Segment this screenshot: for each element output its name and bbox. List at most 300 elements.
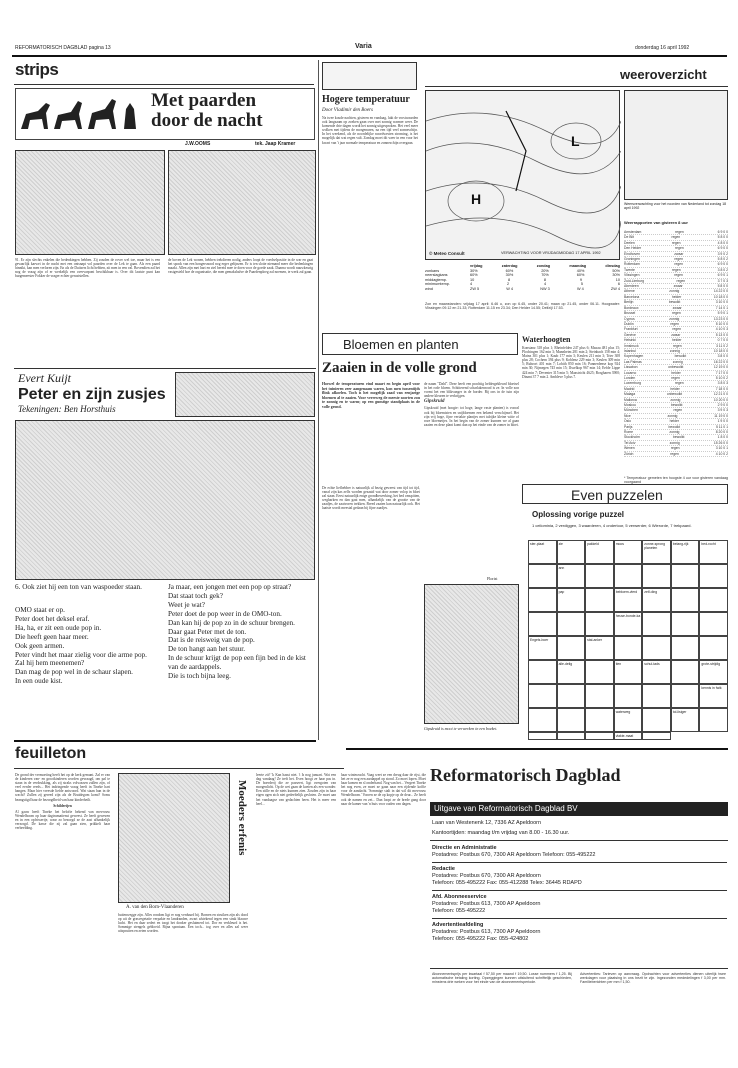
station-values: 11 19 0 0 — [714, 413, 728, 418]
forecast-day: zondag — [536, 264, 551, 268]
station-name: Lissabon — [624, 365, 638, 370]
station-weather: zonnig — [669, 289, 680, 294]
puzzle-cell — [671, 636, 700, 660]
station-values: 3 11 0 2 — [715, 343, 728, 348]
verse-line: Die heeft geen haar meer. — [15, 632, 89, 641]
comic1-title-line2: door de nacht — [151, 110, 263, 131]
puzzle-cell — [671, 588, 700, 612]
page-header-left: REFORMATORISCH DAGBLAD pagina 13 — [15, 45, 111, 51]
gardening-photo — [424, 584, 519, 724]
weather-section-title: weeroverzicht — [620, 67, 707, 82]
puzzle-cell — [642, 732, 671, 740]
comic1-author: J.W.OOMS — [185, 141, 211, 147]
station-weather: regen — [670, 446, 680, 451]
forecast-value: 30% — [470, 268, 478, 273]
forecast-row-label: minimumtemp. — [425, 282, 450, 287]
comic2-verse-right — [168, 583, 318, 681]
puzzle-cell — [642, 708, 671, 732]
station-values: 7 18 0 0 — [715, 386, 728, 391]
station-values: 4 8 0 0 — [717, 240, 728, 245]
station-values: 10 20 0 0 — [713, 397, 728, 402]
puzzle-cell — [699, 636, 728, 660]
station-name: Oslo — [624, 419, 631, 424]
station-weather: bewolkt — [668, 424, 680, 429]
station-values: 13 23 0 0 — [713, 316, 728, 321]
verse-line: Die is toch bijna leeg. — [168, 672, 231, 681]
puzzle-cell — [557, 732, 586, 740]
station-values: 6 9 0 0 — [717, 230, 728, 234]
station-values: 14 22 0 0 — [713, 289, 728, 294]
station-name: Genève — [624, 332, 636, 337]
station-values: 3 8 0 0 — [717, 354, 728, 359]
rd-abo-title: Afd. Abonneeservice — [432, 894, 487, 900]
station-weather: regen — [671, 267, 681, 272]
station-name: Barcelona — [624, 294, 640, 299]
puzzle-cell: zonne-sprong planeten — [642, 540, 671, 564]
puzzle-cell — [585, 588, 614, 612]
comic2-author: Evert Kuijt — [18, 371, 71, 385]
puzzle-cell — [642, 612, 671, 636]
station-weather: zonnig — [669, 440, 680, 445]
nl-map — [624, 90, 728, 200]
station-weather: regen — [670, 451, 679, 456]
station-weather: helder — [671, 294, 682, 299]
puzzle-cell — [614, 636, 643, 660]
station-name: Locarno — [624, 370, 637, 375]
station-values: 3 10 0 1 — [715, 446, 728, 451]
verse-line: Peter vindt het maar zielig voor die arme pop. — [15, 650, 147, 659]
puzzle-cell: heuse-bonde-ka — [614, 612, 643, 636]
forecast-value: W 4 — [576, 286, 584, 291]
verse-line: Weet je wat? — [168, 600, 205, 609]
forecast-value: ZW 4 — [610, 286, 620, 291]
station-weather: regen — [671, 240, 681, 245]
puzzle-cell — [528, 588, 557, 612]
station-weather: zonnig — [672, 359, 683, 364]
forecast-value: 4 — [470, 282, 473, 287]
puzzle-cell — [642, 564, 671, 588]
puzzle-cell — [528, 660, 557, 684]
station-name: Londen — [624, 375, 636, 380]
feuilleton-col2: buitenwegge zijn. Alles rondom ligt er nog verduurd bij. Bomen en struiken zijn als dood op uit de grasvegetatie verpakte en landranden, zwart afstekend tegen een strak blauwe lucht. Het en daar sedert en toogt het donker gesluimerd tot. Dor en verkleurd is het. Sommige stengels gebloeid. Bijna spontaan. Een toch... tog over en alles zal weer uitspruiten en zeten worden. — [118, 913, 248, 934]
station-values: 1 8 0 0 — [717, 435, 728, 440]
puzzle-cell — [614, 564, 643, 588]
puzzle-cell — [699, 564, 728, 588]
station-name: Moskou — [624, 403, 636, 407]
station-values: 7 14 0 1 — [715, 305, 728, 310]
comic1-banner — [15, 88, 315, 140]
station-name: Cyprus — [624, 316, 635, 321]
puzzle-cell: tien — [614, 660, 643, 684]
station-values: 6 9 0 0 — [717, 262, 728, 267]
puzzle-cell — [671, 564, 700, 588]
puzzle-cell — [528, 684, 557, 708]
station-values: 6 9 0 1 — [717, 273, 728, 278]
station-values: 3 8 0 2 — [717, 267, 728, 272]
puzzle-cell — [528, 708, 557, 732]
puzzle-cell: zie — [557, 540, 586, 564]
station-weather: bewolkt — [671, 403, 683, 407]
verse-line: Peter doet het deksel eraf. — [15, 614, 90, 623]
station-name: De Bilt — [624, 235, 634, 240]
station-weather: regen — [673, 343, 682, 348]
forecast-value: 20% — [541, 268, 549, 273]
station-values: 3 7 0 3 — [717, 278, 728, 283]
station-name: Mallorca — [624, 397, 637, 402]
verse-line: Ha, ha, er zit een oude pop in. — [15, 623, 102, 632]
verse-line: De ton hangt aan het stuur. — [168, 645, 246, 654]
station-name: Tel Aviv — [624, 440, 636, 445]
rd-small-left: Abonnementsprijs per kwartaal f 57,50 per maand f 19,50. Losse nummers f 1,25. Bij automatische betaling korting. Opzeggingen kunnen uitsluitend schriftelijk geschieden, minstens drie weken voor het einde van de abonnementsperiode. — [432, 972, 572, 985]
station-name: Bordeaux — [624, 305, 639, 310]
rd-publisher: Uitgave van Reformatorisch Dagblad BV — [434, 804, 578, 813]
gardening-photo-caption: Gipskruid is mooi te verwerken in een boeket. — [424, 726, 498, 731]
gardening-title: Zaaien in de volle grond — [322, 360, 477, 376]
station-name: Rotterdam — [624, 262, 640, 267]
station-name: Zuid-Limburg — [624, 278, 644, 283]
forecast-value: 60% — [505, 268, 514, 273]
puzzle-cell — [528, 564, 557, 588]
station-weather: bewolkt — [672, 435, 685, 440]
puzzle-cell — [671, 660, 700, 684]
comic2-verse-left — [15, 606, 165, 686]
station-name: Eindhoven — [624, 251, 641, 256]
station-weather: regen — [676, 278, 686, 283]
puzzle-cell: schul-tads — [642, 660, 671, 684]
forecast-table — [425, 264, 620, 292]
station-name: Athene — [624, 289, 635, 294]
station-values: 6 9 0 0 — [717, 246, 728, 251]
rd-red-line1: Postadres: Postbus 670, 7300 AR Apeldoorn — [432, 873, 541, 879]
forecast-row-label: wind — [425, 286, 433, 291]
sun-moon-info: Zon en maanstanden: vrijdag 17 april: 6.46 u, zon op 6.45, onder 20.41; maan op 21.45, onder 06.11. Hoogwater: Vlissingen 09.12 en 21.33; Rotterdam 11.15 en 23.34; Den Helder 14.55; Delfzijl 17.53. — [425, 302, 620, 311]
station-values: 5 9 0 1 — [717, 311, 728, 316]
station-weather: regen — [674, 257, 684, 262]
station-name: Las Palmas — [624, 359, 642, 364]
forecast-day: zaterdag — [501, 264, 518, 268]
station-name: Frankfurt — [624, 327, 638, 332]
station-name: Vlissingen — [624, 273, 640, 278]
waterhoogten-title: Waterhoogten — [522, 335, 571, 344]
station-name: Deelen — [624, 240, 635, 245]
feuilleton-col3: leerte zit? 'k Kan haast niet. 't Is nog januari. Wat een dag vandaag! Ze treft het. Even hoogt ze haar pas in. De boerderij die ze passeert, ligt overgoten van morgenlicht. Op de wei gaan de koeien als een wonder. Een stille en de niets kunnen zien. Zouden zijn in haar eigen ogen zich niet gedeeltelijk gesloten. Ze moet aan het vandaagse van gedachten heen. Het is meer een heel... — [256, 773, 336, 806]
station-weather: zwaar — [674, 251, 684, 256]
station-weather: zonnig — [669, 430, 680, 435]
puzzle-cell: vlakte-maat — [614, 732, 643, 740]
station-weather: zonnig — [670, 397, 681, 402]
comic1-panel-left — [15, 150, 165, 255]
station-name: Nice — [624, 413, 631, 418]
puzzle-cell — [557, 636, 586, 660]
station-values: 5 8 0 2 — [717, 257, 728, 262]
puzzle-cell — [585, 708, 614, 732]
station-values: 5 10 0 2 — [715, 375, 728, 380]
puzzle-cell: belang-rijk — [671, 540, 700, 564]
forecast-value: 4 — [543, 282, 547, 287]
station-values: 1 9 0 0 — [717, 419, 728, 424]
puzzle-cell: alle-delig — [557, 660, 586, 684]
rd-red-title: Redactie — [432, 866, 455, 872]
verse-line: Ook geen armen. — [15, 641, 65, 650]
rd-small-right: Advertenties: Tarieven op aanvraag. Opdrachten voor advertenties dienen uiterlijk twee werkdagen voor plaatsing in ons bezit te zijn. Ingezonden mededelingen f 3,00 per mm. Familieberichten per mm f 1,50. — [580, 972, 726, 985]
rd-abo-line2: Telefoon: 055-495222 — [432, 908, 486, 914]
puzzle-section-label: Even puzzelen — [571, 487, 663, 503]
puzzle-cell — [699, 588, 728, 612]
station-weather: regen — [671, 375, 680, 380]
forecast-row-label: middagtemp. — [425, 277, 447, 282]
gardening-section-label: Bloemen en planten — [343, 337, 459, 352]
station-name: Stockholm — [624, 435, 640, 440]
rd-contacts — [432, 845, 727, 943]
forecast-value: 70% — [541, 273, 549, 278]
feuilleton-portrait — [118, 773, 230, 903]
station-name: München — [624, 408, 638, 413]
station-values: 2 9 0 0 — [717, 403, 728, 407]
station-weather: regen — [670, 321, 680, 326]
station-weather: regen — [671, 235, 681, 240]
rd-dir-title: Directie en Administratie — [432, 845, 497, 851]
station-weather: regen — [674, 262, 684, 267]
forecast-value: 8 — [508, 277, 511, 282]
station-name: Berlijn — [624, 300, 634, 305]
rd-red-line2: Telefoon: 055-495222 Fax: 055-412288 Telex: 36445 RDAPD — [432, 880, 582, 886]
rd-address: Laan van Westenenk 12, 7336 AZ Apeldoorn — [432, 820, 542, 826]
forecast-value: 8 — [543, 277, 547, 282]
station-values: 3 9 0 3 — [717, 408, 728, 413]
station-weather: regen — [672, 327, 681, 332]
station-weather: zwaar — [672, 305, 682, 310]
puzzle-cell — [614, 684, 643, 708]
hogere-temp-byline: Door Vladimir den Boers — [322, 108, 373, 113]
comic2-artist: Tekeningen: Ben Horsthuis — [18, 404, 116, 414]
station-name: Aberdeen — [624, 284, 639, 289]
comic2-intro: 6. Ook ziet hij een ton van waspoeder staan. — [15, 583, 142, 591]
puzzle-cell — [528, 612, 557, 636]
station-values: 5 11 0 1 — [715, 424, 728, 429]
station-name: Parijs — [624, 424, 633, 429]
forecast-value: W 4 — [506, 286, 514, 291]
station-weather: regen — [673, 408, 683, 413]
comic1-title-line1: Met paarden — [151, 90, 257, 111]
puzzle-cell — [557, 708, 586, 732]
puzzle-cell — [699, 708, 728, 732]
verse-line: Ja maar, een jongen met een pop op straat? — [168, 583, 292, 591]
forecast-value: 5 — [580, 282, 584, 287]
page-header-section: Varia — [355, 43, 372, 50]
comic1-title — [151, 91, 263, 131]
station-weather: zonnig — [667, 413, 678, 418]
rd-dir-line: Postadres: Postbus 670, 7300 AR Apeldoorn Telefoon: 055-495222 — [432, 852, 596, 858]
station-weather: zwaar — [671, 332, 681, 337]
station-name: Zürich — [624, 451, 634, 456]
station-row — [624, 452, 728, 457]
gardening-col1: De echte liefhebber is natuurlijk al bezig geweest van tijd tot tijd, vanaf zijn kas zelfs worden gezaaid wat door zomer volop in bloei zal staan. Eerst natuurlijk enige grondbewerking, het bed omspitten, wegharken en dan gaat men, afhankelijk van de grootte van de zaadjes, de zaaivoren trekken. Breed zaaien kan natuurlijk ook. Het laatste wordt meestal gedaan bij fijne zaadjes. — [322, 486, 420, 511]
puzzle-cell — [699, 612, 728, 636]
gardening-subhead: Gipskruid — [424, 399, 445, 405]
comic1-caption-col2: de boven de Lek wonen, hebben trekdieren nodig, anders loopt de voedselpositie in de war en gaat het spook van een hongersnood nog erger gelijnzen. Er is ten slotte niemand meer die bedenkingen maakt. Allen zijn met hart en ziel bereid mee te doen voor de goede zaak. Daarna wordt nauwkeurig vastgesteld hoe de organisatie, die men gemakshalve de Paardenploeg zal noemen, te werk zal gaan. — [168, 258, 313, 275]
feuilleton-section-label: feuilleton — [15, 745, 87, 762]
station-name: Innsbruck — [624, 343, 639, 348]
forecast-value: 10 — [470, 277, 475, 282]
gardening-photo-credit: Florist — [487, 576, 498, 581]
station-values: 4 10 0 2 — [715, 451, 728, 456]
puzzle-cell — [585, 564, 614, 588]
station-weather: zonnig — [669, 316, 680, 321]
stations-caption: Weerrapporten van gisteren 8 uur — [624, 220, 688, 225]
station-values: 3 8 0 3 — [717, 381, 728, 386]
puzzle-banner — [522, 484, 728, 504]
puzzle-grid — [528, 540, 728, 740]
station-name: Wenen — [624, 446, 635, 451]
puzzle-cell — [585, 660, 614, 684]
puzzle-cell: pap — [557, 588, 586, 612]
forecast-value: 60% — [576, 273, 585, 278]
isobar-map — [426, 91, 621, 261]
puzzle-cell — [557, 684, 586, 708]
station-values: 3 9 0 2 — [717, 251, 728, 256]
rd-adv-title: Advertentieafdeling — [432, 922, 484, 928]
puzzle-cell: kennis in fwik — [699, 684, 728, 708]
station-values: 10 18 0 0 — [713, 348, 728, 353]
forecast-day: vrijdag — [470, 264, 483, 268]
forecast-value: 2 — [506, 282, 510, 287]
nl-map-caption: Weersverwachting voor het noorden van Nederland tot zondag 18 april 1992 — [624, 202, 727, 210]
waterhoogten-text: Konstanz 318 plus 1; Rheinfelden 247 plus 6; Maxau 481 plus 15; Plochingen 162 min 3; Mannheim 281 min 2; Steinbach 158 min 4; Mainz 301 plus 1; Kaub 177 min 3; Keulen 211 min 3; Trier 308 plus 28; Cochem 394 plus 9; Koblenz 229 min 3; Keulen 309 min 5; Ruhrort 401 min 7; Lobith 850 min 16; Pannerdense kop 924 min 30; Nijmegen 745 min 15; IJsselkop 967 min 14; Eefde Lippe 424 min 7; Deventer 315 min 5; Maastricht 4625; Borgharen 3900; Dinant 37 7 min 2. Ambleve 5 plus 7. — [522, 346, 620, 379]
gardening-col2: de naam "Dahl". Deze heeft een prachtig heldergekleurd bloeisel in het rode bloem. Schitterend scharlakenrood is ze. In volle zon vormt het een blikvanger in de border. Bij ons in de tuin zijn andere kleuren te verkrijgen. Gipskruid Gipskruid (met hoogte: tot hoge, lange vaste planten) is vooral ook bij bloemisten en snijbloemen een bekend verschijnsel. Het zijn vrij hoge, fijne vertakte plantjes met talrijke kleine witte of roze bloemetjes. In het begin van de zomer kunnen we al gaan zaaien en deze plant komt dan op het einde van de zomer in bloei. — [424, 382, 519, 427]
comic2-panel — [15, 420, 315, 580]
station-values: 0 7 0 0 — [717, 338, 728, 343]
station-name: Rome — [624, 430, 634, 435]
station-name: Den Helder — [624, 246, 642, 251]
station-weather: regen — [675, 230, 684, 234]
forecast-value: NW 3 — [540, 286, 550, 291]
forecast-day: dinsdag — [605, 264, 620, 268]
puzzle-cell: tol-lisiger — [671, 708, 700, 732]
forecast-value: 60% — [470, 273, 478, 278]
feuilleton-col1: De grond der vermoeiing heeft het op de kerk gemunt. Zal er van de kinderen van- en grootkinderen worden gevraagd, om pal te staan in de verdrukking, als zij straks volwassen zullen zijn, of veel eerder reeds... Het indringende vraag heeft in Tineke hart hangen. Maar hier vreesde liefde antwoord. Wat staan hun in de wacht? Zullen zij gereed zijn als de Bruidegom komt? Soms beangstigd haar de bezorgdheid van haar kinderheilt. Schilderijen Al gauw heeft Tineke het belofte bekend van mevrouw Wendelboom op haar dagtrumatienst geweest. Ze heeft gewezen en in een opfrissertje, waar zo bezorgd ze de aast afhankelijk verzorgd. De kasse die zij zal gaan zien, prikkelt haar verbeelding. — [15, 773, 110, 831]
forecast-row-label: neerslagkans — [425, 273, 448, 278]
rd-adv-line1: Postadres: Postbus 613, 7300 AP Apeldoorn — [432, 929, 541, 935]
comic1-panel-right — [168, 150, 316, 255]
puzzle-solution-text: 1 ceilominia, 2 verdiggen, 3 waarderen, 4 ondertoor, 5 verwerder, 6 Wierorde, 7 trekpaard. — [532, 523, 692, 528]
verse-line: Dan mag de pop wel in de schaur slapen. — [15, 668, 133, 677]
station-name: Amsterdam — [624, 230, 642, 234]
verse-line: Dan kan hij de pop zo in de schuur brengen. — [168, 618, 295, 627]
station-values: 3 10 0 0 — [715, 300, 728, 305]
station-weather: bewolkt — [668, 300, 681, 305]
station-name: Groningen — [624, 257, 640, 262]
comic1-artist: tek. Jaap Kramer — [255, 141, 296, 147]
puzzle-cell: grote-strijdig — [699, 660, 728, 684]
station-values: 16 22 0 0 — [713, 359, 728, 364]
rd-adv-line2: Telefoon: 055-495222 Fax: 055-424802 — [432, 936, 529, 942]
station-weather: bewolkt — [674, 354, 687, 359]
station-weather: onbewolkt — [666, 392, 683, 397]
verse-line: Peter doet de pop weer in de OMO-ton. — [168, 609, 282, 618]
horses-silhouette — [16, 89, 156, 139]
station-name: Dublin — [624, 321, 634, 326]
verse-line: Dat is de reisweig van de pop. — [168, 636, 255, 645]
feuilleton-subhead: Schilderijen — [53, 803, 72, 808]
station-values: 10 18 0 0 — [713, 294, 728, 299]
station-weather: regen — [675, 246, 684, 251]
puzzle-cell: bebloem-vlerd — [614, 588, 643, 612]
feuilleton-book-title: Moeders erfenis — [236, 780, 248, 856]
puzzle-cell: ster-plaat — [528, 540, 557, 564]
station-name: Brussel — [624, 311, 636, 316]
weather-map — [425, 90, 620, 260]
forecast-value: 50% — [612, 268, 620, 273]
puzzle-cell: Engels-boer — [528, 636, 557, 660]
station-weather: onbewolkt — [668, 365, 684, 370]
puzzle-cell — [671, 684, 700, 708]
comic2-header-drawing — [175, 372, 315, 417]
station-name: Malaga — [624, 392, 636, 397]
high-pressure-marker: H — [471, 191, 482, 207]
low-pressure-marker: L — [571, 133, 580, 149]
station-values: 5 10 0 0 — [715, 321, 728, 326]
forecast-row-label: zonkans — [425, 268, 440, 273]
station-values: 5 8 0 0 — [717, 284, 728, 289]
station-name: Twente — [624, 267, 635, 272]
map-credit: © Meteo Consult — [429, 251, 465, 256]
verse-line: Daar gaat Peter met de ton. — [168, 627, 247, 636]
forecast-value: 10 — [615, 277, 620, 282]
station-weather: zonnig — [669, 348, 680, 353]
verse-line: OMO staat er op. — [15, 606, 65, 614]
station-values: 8 20 0 0 — [715, 430, 728, 435]
verse-line: Zal hij hem meenemen? — [15, 659, 85, 668]
station-name: Istanbul — [624, 348, 636, 353]
puzzle-cell: ann — [557, 564, 586, 588]
page-header-date: donderdag 16 april 1992 — [635, 45, 690, 51]
puzzle-cell — [585, 612, 614, 636]
puzzle-cell: bed-rocht — [699, 540, 728, 564]
forecast-value: 40% — [576, 268, 585, 273]
puzzle-cell: pakkeld — [585, 540, 614, 564]
station-name: Helsinki — [624, 338, 636, 343]
station-weather: regen — [672, 311, 681, 316]
rd-publisher-bar — [430, 802, 728, 816]
stations-note: * Temperatuur gemeten ten hoogste 4 uur voor gisteren vandaag voorgaand — [624, 476, 728, 485]
forecast-value: 30% — [505, 273, 514, 278]
puzzle-cell: moos — [614, 540, 643, 564]
feuilleton-book-author: A. van den Born-Vlaanderen — [126, 905, 184, 910]
rd-masthead: Reformatorisch Dagblad — [430, 765, 621, 785]
puzzle-cell: waterweg — [614, 708, 643, 732]
puzzle-cell — [585, 684, 614, 708]
station-values: 12 21 0 0 — [713, 392, 728, 397]
gardening-banner — [322, 333, 518, 355]
station-weather: regen — [674, 273, 683, 278]
puzzle-cell: zelf-ding — [642, 588, 671, 612]
station-values: 5 8 0 0 — [717, 235, 728, 240]
forecast-day: maandag — [569, 264, 587, 268]
weather-header-art — [322, 62, 417, 90]
comic2-title: Peter en zijn zusjes — [18, 386, 166, 403]
puzzle-cell — [642, 636, 671, 660]
verse-line: Dat staat toch gek? — [168, 591, 223, 600]
strips-section-label: strips — [15, 60, 59, 79]
stations-table — [624, 230, 728, 475]
station-values: 12 19 0 0 — [713, 365, 728, 370]
hogere-temp-title: Hogere temperatuur — [322, 94, 410, 105]
station-values: 5 13 0 0 — [715, 332, 728, 337]
station-name: Kopenhagen — [624, 354, 644, 359]
verse-line: In een oude kist. — [15, 677, 63, 686]
rd-abo-line1: Postadres: Postbus 613, 7300 AP Apeldoorn — [432, 901, 541, 907]
station-weather: helder — [672, 338, 682, 343]
